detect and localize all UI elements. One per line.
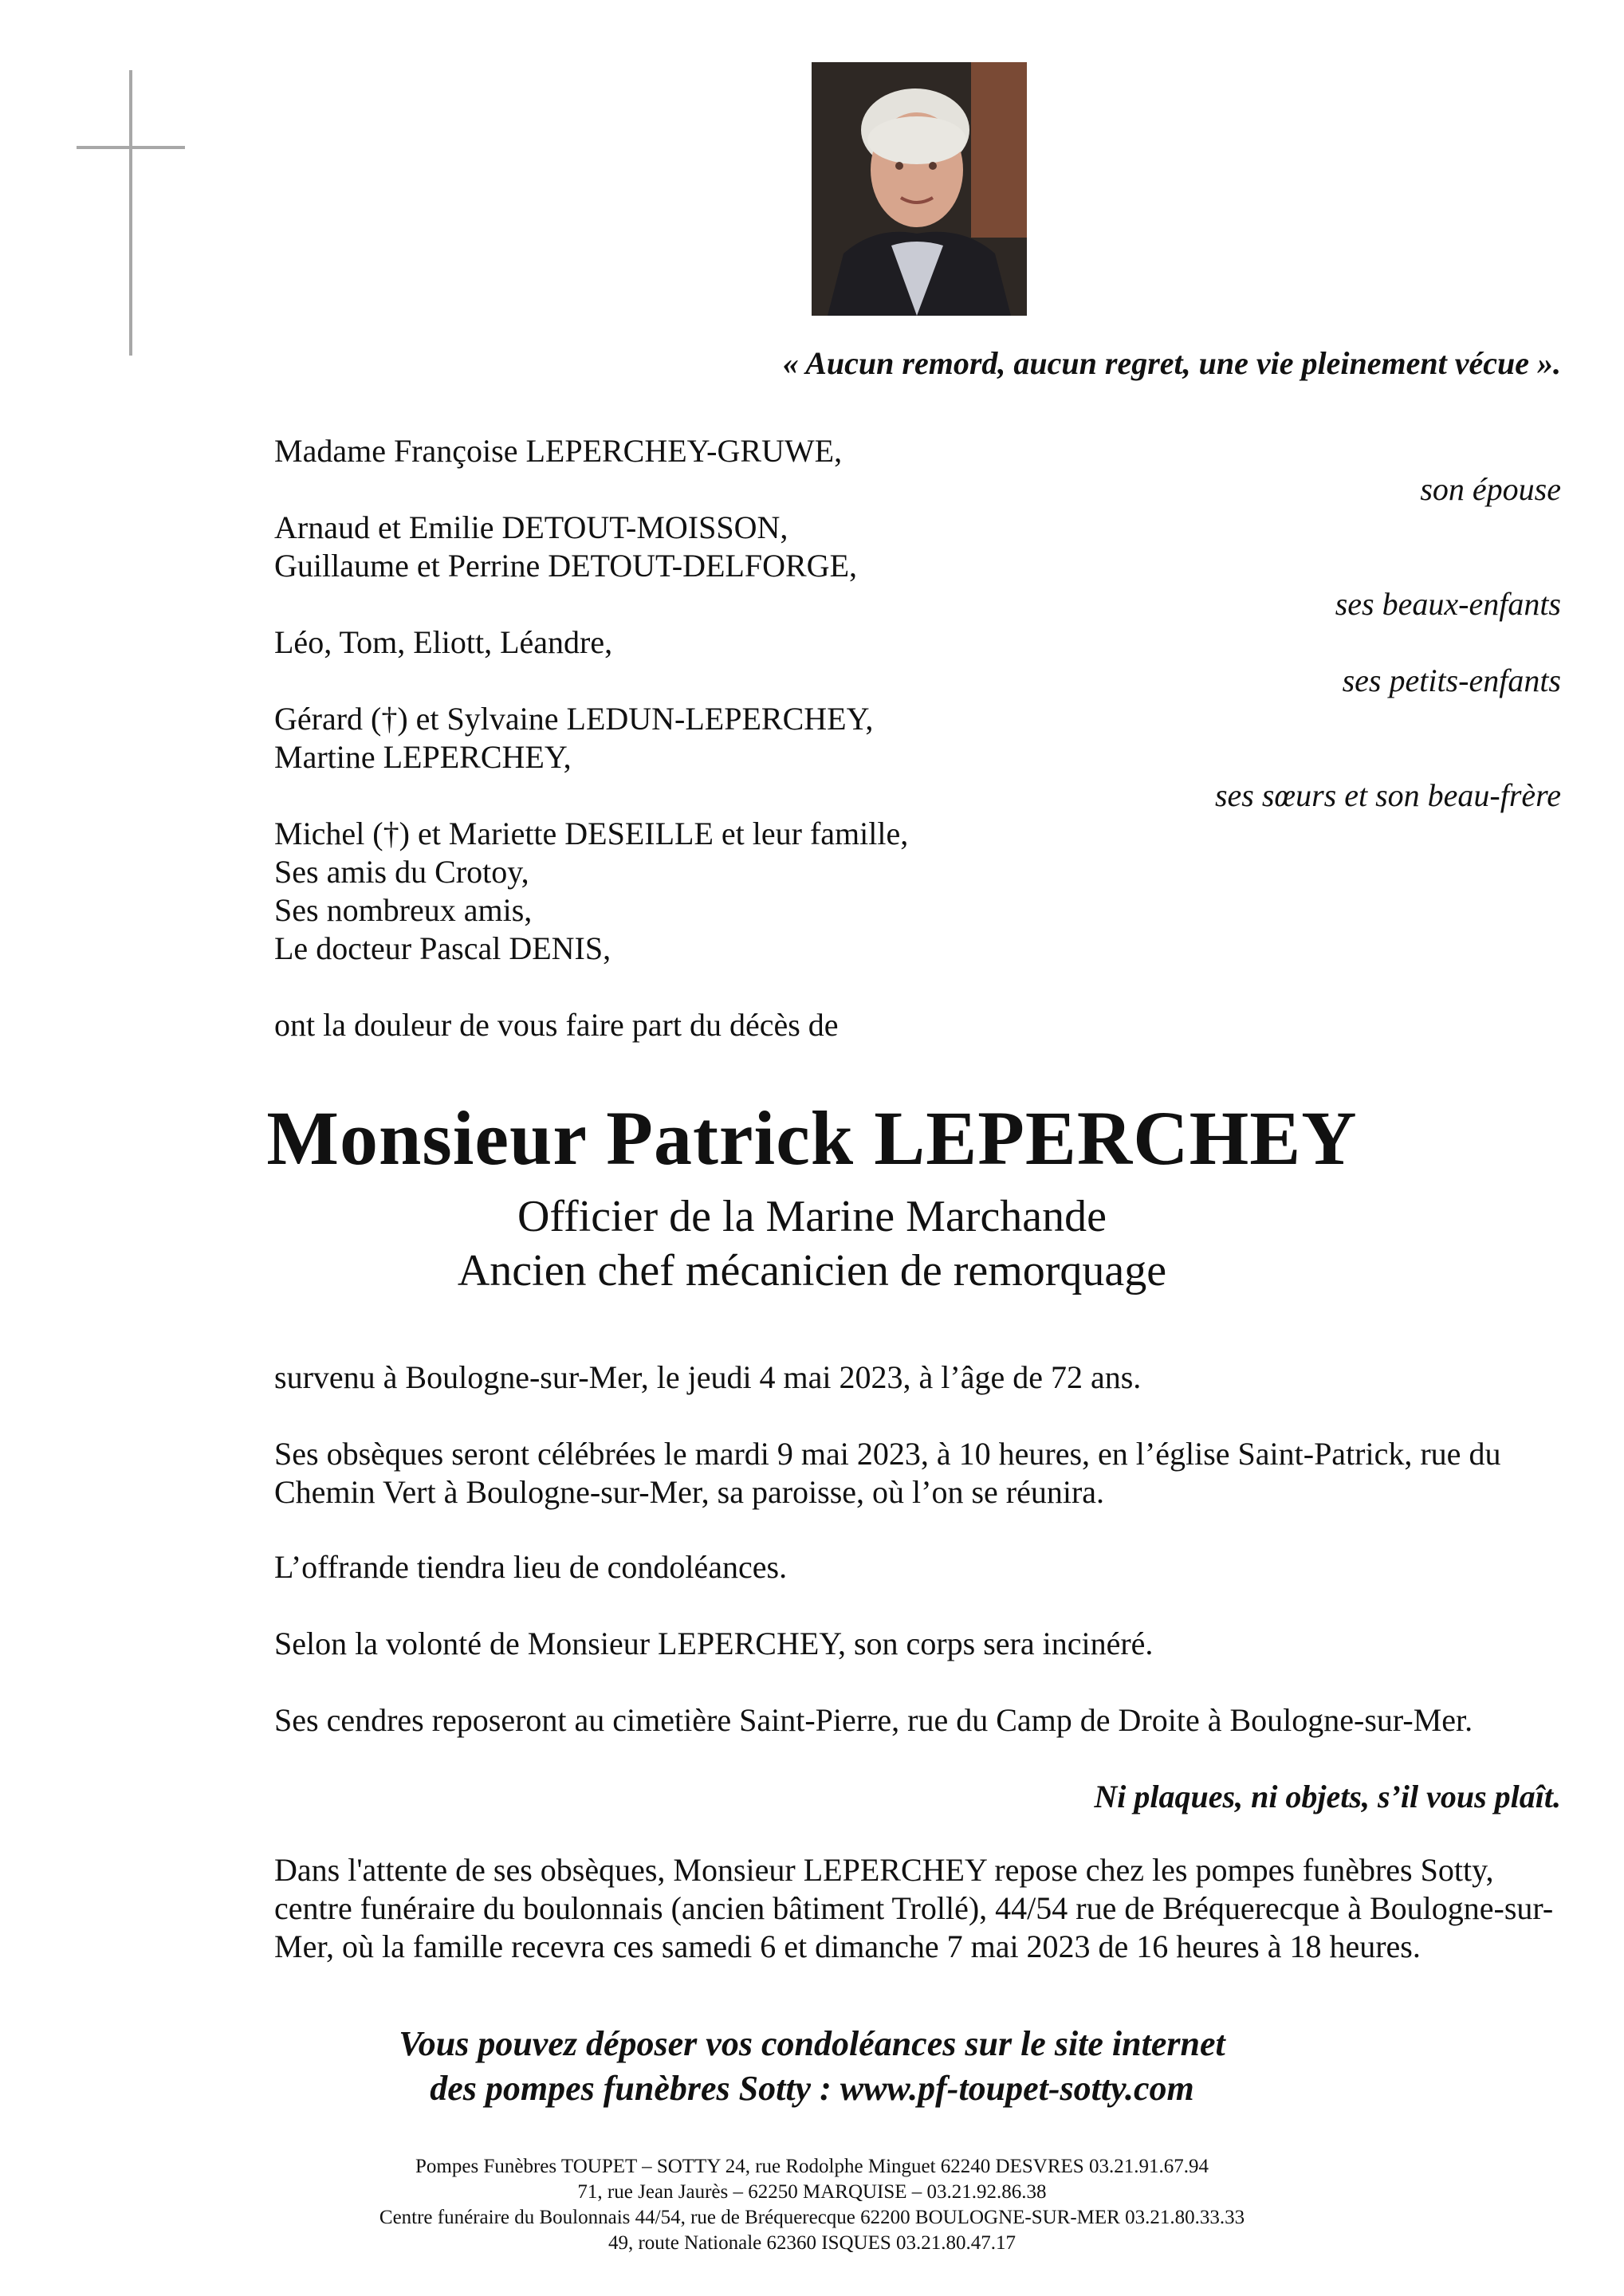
siblings-line-2: Martine LEPERCHEY, — [274, 739, 572, 775]
footer-line-3: Centre funéraire du Boulonnais 44/54, rue de Bréquerecque 62200 BOULOGNE-SUR-MER 03.21.80.33.33 — [379, 2207, 1245, 2228]
portrait-illustration — [812, 62, 1027, 316]
condolences-line-2: des pompes funèbres Sotty : www.pf-toupet-sotty.com — [430, 2069, 1194, 2108]
funeral-details: Ses obsèques seront célébrées le mardi 9 mai 2023, à 10 heures, en l’église Saint-Patrick, rue du Chemin Vert à Boulogne-sur-Mer, sa paroisse, où l’on se réunira. — [274, 1436, 1501, 1510]
grandchildren-names: Léo, Tom, Eliott, Léandre, — [274, 624, 613, 660]
deceased-title-2: Ancien chef mécanicien de remorquage — [457, 1246, 1167, 1295]
footer-line-4: 49, route Nationale 62360 ISQUES 03.21.80.47.17 — [608, 2232, 1016, 2254]
spouse-name: Madame Françoise LEPERCHEY-GRUWE, — [274, 433, 843, 469]
others-line-1: Michel (†) et Mariette DESEILLE et leur famille, — [274, 816, 909, 851]
cross-icon-bar — [77, 146, 185, 149]
offering-note: L’offrande tiendra lieu de condoléances. — [274, 1549, 788, 1585]
epitaph-quote: « Aucun remord, aucun regret, une vie pleinement vécue ». — [782, 345, 1561, 381]
stepchildren-line-1: Arnaud et Emilie DETOUT-MOISSON, — [274, 509, 788, 545]
cross-icon — [129, 70, 132, 356]
condolences-line-1: Vous pouvez déposer vos condoléances sur le site internet — [399, 2024, 1225, 2063]
no-plaques-note: Ni plaques, ni objets, s’il vous plaît. — [1094, 1779, 1561, 1814]
cremation-note: Selon la volonté de Monsieur LEPERCHEY, son corps sera incinéré. — [274, 1626, 1154, 1661]
others-line-2: Ses amis du Crotoy, — [274, 854, 529, 890]
others-line-3: Ses nombreux amis, — [274, 892, 533, 928]
grandchildren-role: ses petits-enfants — [1342, 662, 1561, 698]
others-line-4: Le docteur Pascal DENIS, — [274, 930, 611, 966]
resting-details: Dans l'attente de ses obsèques, Monsieur LEPERCHEY repose chez les pompes funèbres Sotty, centre funéraire du boulonnais (ancien bâtiment Trollé), 44/54 rue de Bréquerecque à Boulogne-sur-Mer, où la famille recevra ces samedi 6 et dimanche 7 mai 2023 de 16 heures à 18 heures. — [274, 1852, 1554, 1964]
stepchildren-role: ses beaux-enfants — [1335, 586, 1561, 622]
portrait-photo — [812, 62, 1027, 316]
footer-line-2: 71, rue Jean Jaurès – 62250 MARQUISE – 03.21.92.86.38 — [577, 2181, 1047, 2203]
announcement: ont la douleur de vous faire part du décès de — [274, 1007, 839, 1043]
siblings-line-1: Gérard (†) et Sylvaine LEDUN-LEPERCHEY, — [274, 701, 874, 737]
deceased-title-1: Officier de la Marine Marchande — [517, 1192, 1107, 1241]
death-details: survenu à Boulogne-sur-Mer, le jeudi 4 mai 2023, à l’âge de 72 ans. — [274, 1359, 1142, 1395]
siblings-role: ses sœurs et son beau-frère — [1214, 777, 1561, 813]
footer-line-1: Pompes Funèbres TOUPET – SOTTY 24, rue Rodolphe Minguet 62240 DESVRES 03.21.91.67.94 — [415, 2156, 1209, 2177]
stepchildren-line-2: Guillaume et Perrine DETOUT-DELFORGE, — [274, 548, 857, 584]
ashes-note: Ses cendres reposeront au cimetière Saint-Pierre, rue du Camp de Droite à Boulogne-sur-Mer. — [274, 1702, 1473, 1738]
spouse-role: son épouse — [1420, 471, 1561, 507]
deceased-name: Monsieur Patrick LEPERCHEY — [266, 1095, 1358, 1181]
